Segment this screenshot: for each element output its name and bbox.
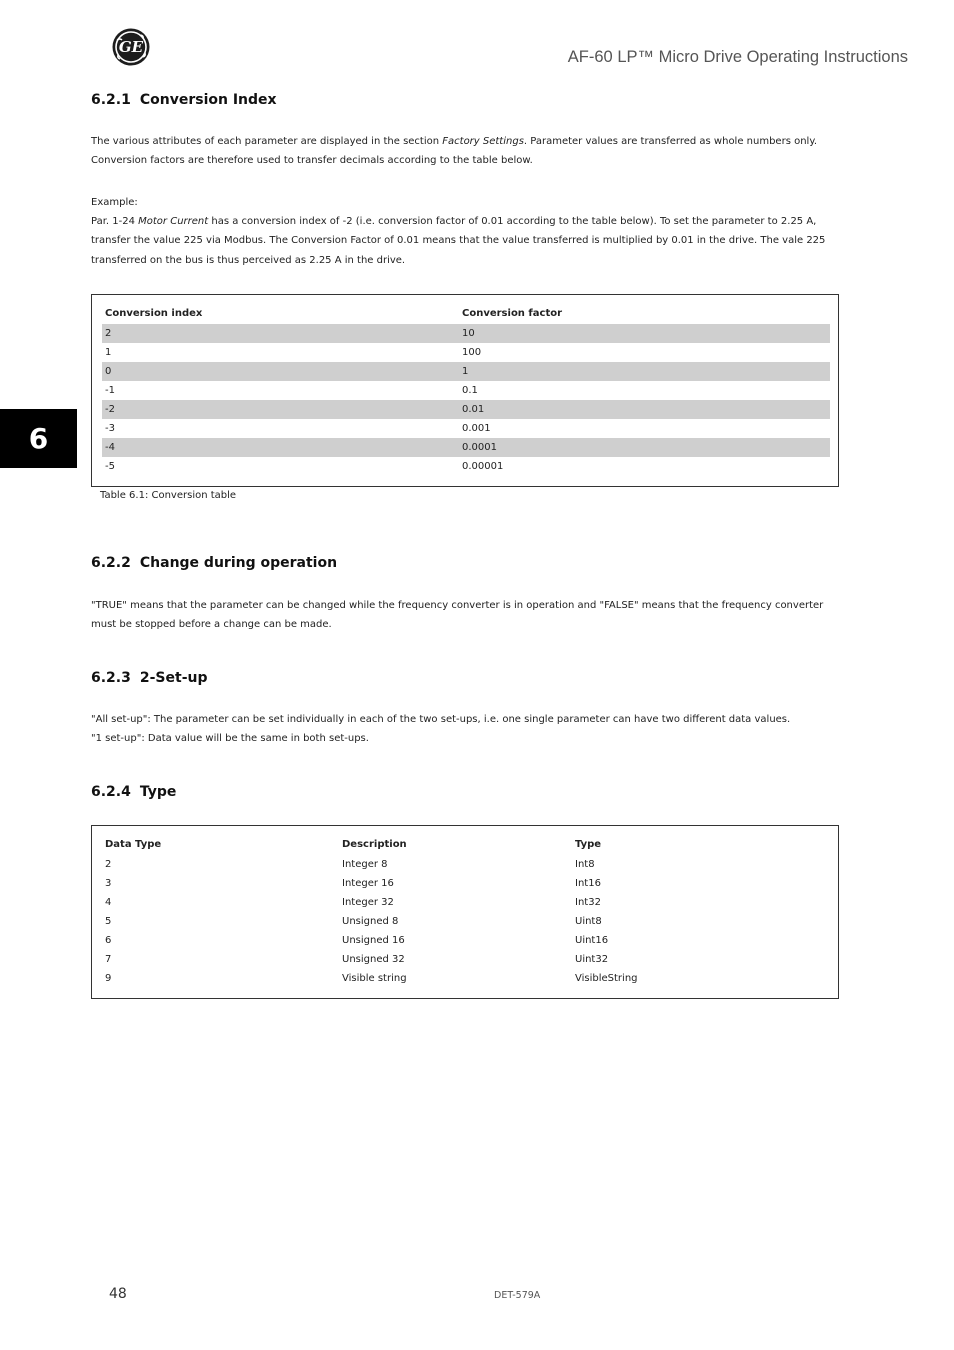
table-cell: 100: [462, 347, 482, 358]
table-row: [102, 874, 830, 893]
table-cell: 4: [105, 897, 112, 908]
table-cell: Integer 8: [342, 859, 388, 870]
table-row: [102, 950, 830, 969]
table-cell: Unsigned 16: [342, 935, 405, 946]
table-cell: 0: [105, 366, 112, 377]
table-row: [102, 343, 830, 362]
document-title: AF-60 LP™ Micro Drive Operating Instructions: [567, 48, 908, 66]
table-cell: Int32: [575, 897, 601, 908]
table-row: [102, 362, 830, 381]
ge-logo: [112, 28, 150, 66]
svg-text:GE: GE: [118, 38, 144, 56]
section-heading-two-setup: 6.2.3 2-Set-up: [91, 670, 208, 686]
two-setup-line-1: "All set-up": The parameter can be set individually in each of the two set-ups, i.e. one single parameter can have two different data values.: [91, 714, 791, 725]
table-cell: 0.1: [462, 385, 478, 396]
table-row: [102, 969, 830, 988]
table-cell: 0.001: [462, 423, 491, 434]
section-heading-change-during-operation: 6.2.2 Change during operation: [91, 555, 338, 571]
table-row: [102, 438, 830, 457]
table-cell: Unsigned 32: [342, 954, 405, 965]
table-row: [102, 457, 830, 476]
table-row: [102, 324, 830, 343]
document-code: DET-579A: [494, 1290, 541, 1301]
header-cell: Conversion factor: [462, 308, 563, 319]
table-cell: 1: [105, 347, 112, 358]
table-row: [102, 381, 830, 400]
table-cell: 2: [105, 328, 112, 339]
table-row: [102, 931, 830, 950]
two-setup-line-2: "1 set-up": Data value will be the same in both set-ups.: [91, 733, 369, 744]
table-cell: -3: [105, 423, 115, 434]
example-text: Par. 1-24 Motor Current has a conversion index of -2 (i.e. conversion factor of 0.01 according to the table below). To set the parameter to 2.25 A, transfer the value 225 via Modbus. The Conversion Factor of 0.01 means that the value transferred is multiplied by 0.01 in the drive. The vale 225 transferred on the bus is thus perceived as 2.25 A in the drive.: [91, 216, 826, 266]
table-cell: Visible string: [342, 973, 407, 984]
table-row: [102, 855, 830, 874]
table-cell: 10: [462, 328, 475, 339]
conversion-index-intro: The various attributes of each parameter are displayed in the section Factory Settings. Parameter values are transferred as whole numbers only. Conversion factors are therefore used to transfer decimals according to the table below.: [91, 136, 817, 167]
conversion-table: [91, 294, 839, 487]
table-cell: 6: [105, 935, 112, 946]
table-header-row: [102, 835, 830, 854]
table-cell: Int16: [575, 878, 601, 889]
table-cell: -4: [105, 442, 115, 453]
table-cell: Uint16: [575, 935, 609, 946]
header-cell: Conversion index: [105, 308, 203, 319]
table-row: [102, 400, 830, 419]
table-row: [102, 893, 830, 912]
table-caption: Table 6.1: Conversion table: [100, 490, 237, 501]
table-cell: 0.00001: [462, 461, 504, 472]
table-cell: -1: [105, 385, 115, 396]
table-cell: -5: [105, 461, 115, 472]
section-heading-type: 6.2.4 Type: [91, 784, 177, 800]
table-cell: 0.01: [462, 404, 485, 415]
table-cell: Integer 32: [342, 897, 394, 908]
change-during-operation-text: "TRUE" means that the parameter can be changed while the frequency converter is in operation and "FALSE" means that the frequency converter must be stopped before a change can be made.: [91, 600, 824, 631]
table-cell: 0.0001: [462, 442, 497, 453]
page-number: 48: [109, 1286, 127, 1302]
chapter-tab: 6: [0, 409, 77, 468]
table-cell: 3: [105, 878, 112, 889]
example-label: Example:: [91, 197, 138, 208]
table-header-row: [102, 304, 830, 323]
table-cell: Int8: [575, 859, 595, 870]
table-row: [102, 419, 830, 438]
table-cell: Unsigned 8: [342, 916, 399, 927]
table-cell: 5: [105, 916, 112, 927]
table-cell: 9: [105, 973, 112, 984]
header-cell: Description: [342, 839, 407, 850]
table-cell: Uint32: [575, 954, 609, 965]
table-cell: Uint8: [575, 916, 602, 927]
data-type-table: [91, 825, 839, 999]
table-cell: -2: [105, 404, 115, 415]
table-cell: 2: [105, 859, 112, 870]
header-cell: Type: [575, 839, 602, 850]
table-row: [102, 912, 830, 931]
section-heading-conversion-index: 6.2.1 Conversion Index: [91, 92, 277, 108]
table-cell: VisibleString: [575, 973, 638, 984]
table-cell: 1: [462, 366, 469, 377]
header-cell: Data Type: [105, 839, 162, 850]
table-cell: 7: [105, 954, 112, 965]
table-cell: Integer 16: [342, 878, 394, 889]
